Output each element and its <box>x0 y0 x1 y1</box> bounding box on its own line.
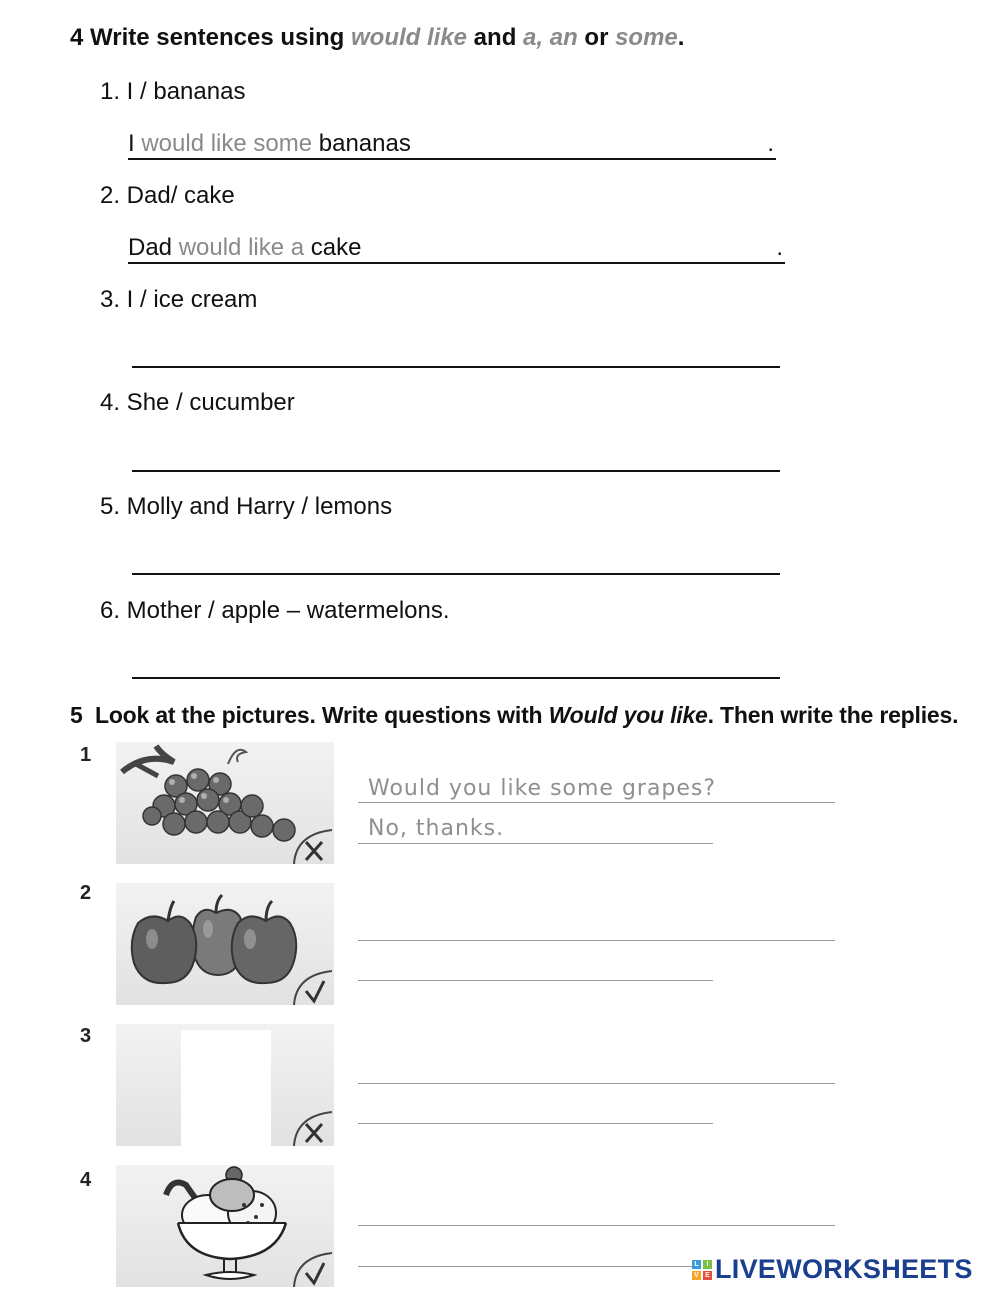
reply-line-4[interactable] <box>358 1266 698 1267</box>
picture-number-3: 3 <box>80 1025 92 1047</box>
exercise-4-answer-4[interactable] <box>132 470 780 472</box>
question-line-3[interactable] <box>358 1083 835 1084</box>
reply-line-3[interactable] <box>358 1123 713 1124</box>
exercise-4-answer-5[interactable] <box>132 573 780 575</box>
exercise-number: 5 <box>70 702 83 728</box>
question-answer-1[interactable]: Would you like some grapes? <box>368 776 717 801</box>
picture-pear <box>116 1024 334 1146</box>
exercise-4-prompt-6: 6. Mother / apple – watermelons. <box>100 597 450 624</box>
exercise-4-title: 4 Write sentences using would like and a, an or some. <box>70 24 685 51</box>
question-line-1 <box>358 802 835 803</box>
picture-number-4: 4 <box>80 1169 92 1191</box>
exercise-number: 4 <box>70 24 84 51</box>
picture-number-1: 1 <box>80 744 92 766</box>
brand-name: LIVEWORKSHEETS <box>715 1254 973 1284</box>
cross-mark-icon <box>292 826 334 864</box>
picture-grapes <box>116 742 334 864</box>
logo-letter: L <box>692 1260 701 1269</box>
reply-line-2[interactable] <box>358 980 713 981</box>
picture-ice-cream <box>116 1165 334 1287</box>
tick-mark-icon <box>292 967 334 1005</box>
exercise-4-answer-1[interactable]: I would like some bananas . <box>128 130 776 160</box>
exercise-4-answer-2[interactable]: Dad would like a cake . <box>128 234 785 264</box>
liveworksheets-logo[interactable] <box>692 1254 973 1285</box>
exercise-4-prompt-1: 1. I / bananas <box>100 78 246 105</box>
question-line-4[interactable] <box>358 1225 835 1226</box>
exercise-4-prompt-4: 4. She / cucumber <box>100 389 295 416</box>
exercise-5-title: 5 Look at the pictures. Write questions with Would you like. Then write the replies. <box>70 702 959 728</box>
cross-mark-icon <box>292 1108 334 1146</box>
logo-letter: V <box>692 1271 701 1280</box>
exercise-4-answer-3[interactable] <box>132 366 780 368</box>
reply-answer-1[interactable]: No, thanks. <box>368 816 505 841</box>
exercise-4-prompt-2: 2. Dad/ cake <box>100 182 235 209</box>
pear-photo-card <box>181 1030 271 1146</box>
tick-mark-icon <box>292 1249 334 1287</box>
logo-letter: I <box>703 1260 712 1269</box>
picture-number-2: 2 <box>80 882 92 904</box>
exercise-4-prompt-5: 5. Molly and Harry / lemons <box>100 493 393 520</box>
logo-grid-icon <box>692 1260 712 1280</box>
reply-line-1 <box>358 843 713 844</box>
question-line-2[interactable] <box>358 940 835 941</box>
exercise-4-prompt-3: 3. I / ice cream <box>100 286 258 313</box>
exercise-4-answer-6[interactable] <box>132 677 780 679</box>
logo-letter: E <box>703 1271 712 1280</box>
picture-apples <box>116 883 334 1005</box>
